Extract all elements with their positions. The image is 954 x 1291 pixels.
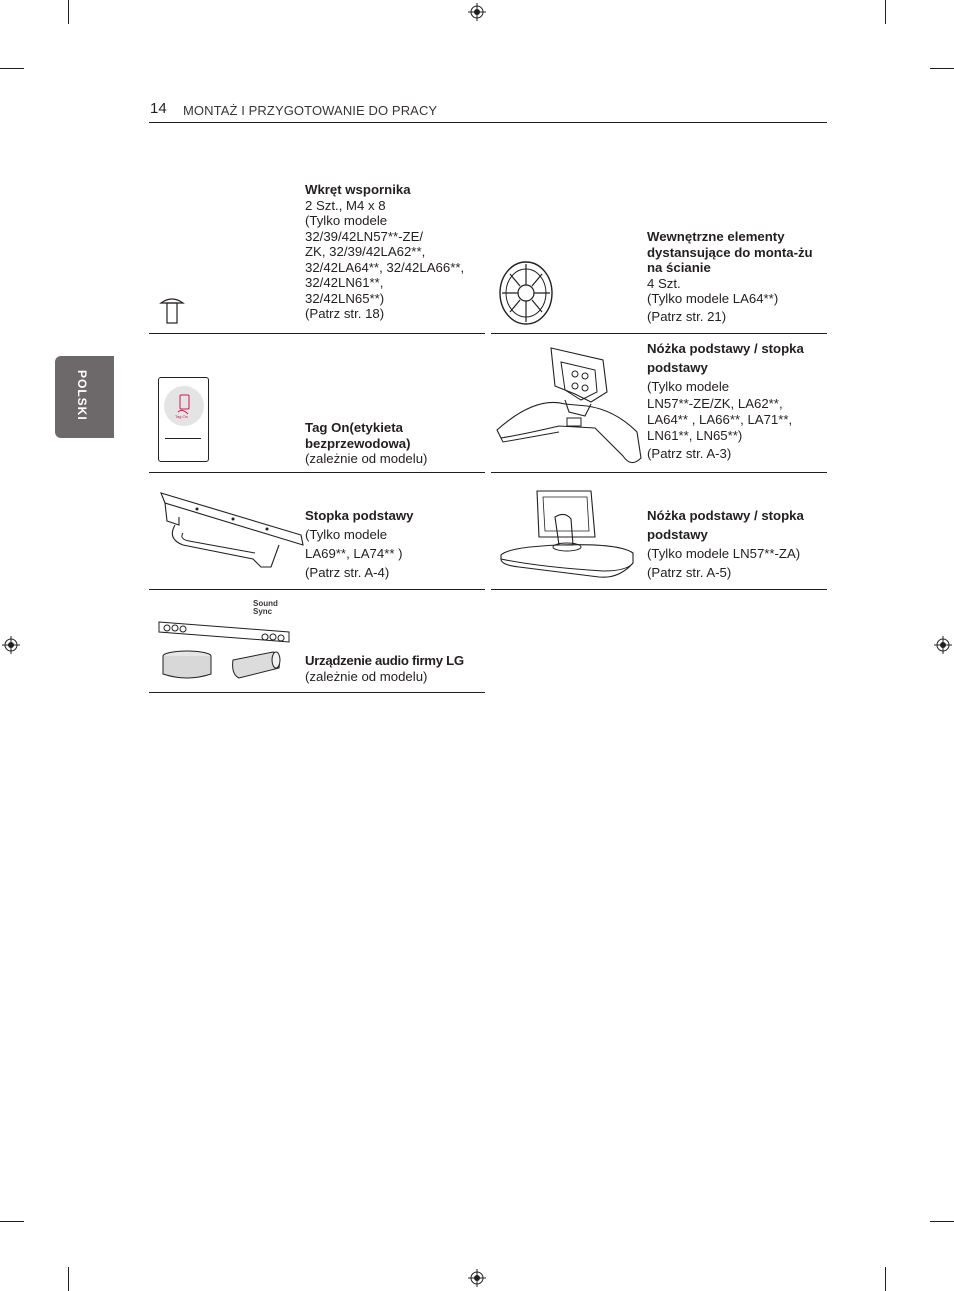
item-detail: (zależnie od modelu)	[305, 451, 428, 466]
page-header	[149, 100, 827, 123]
item-detail: (zależnie od modelu)	[305, 668, 428, 684]
crop-mark	[885, 1267, 886, 1291]
item-detail: (Patrz str. 21)	[647, 308, 727, 324]
screw-icon	[159, 295, 185, 325]
item-detail: (Tylko modele LN57**-ZA)	[647, 546, 801, 561]
stand-neck-base-icon	[495, 342, 645, 468]
item-detail: (Tylko modele LA64**)	[647, 291, 779, 306]
sound-sync-audio-icon	[155, 618, 291, 684]
accessory-item	[491, 170, 827, 334]
item-detail: (Patrz str. A-4)	[305, 565, 390, 580]
item-detail: LA69**, LA74** )	[305, 546, 403, 561]
item-detail: 32/39/42LN57**-ZE/	[305, 228, 424, 244]
registration-mark-icon	[934, 636, 952, 654]
accessory-item	[149, 473, 485, 590]
accessory-item	[149, 590, 485, 693]
crop-mark	[930, 1221, 954, 1222]
item-detail: (Patrz str. 18)	[305, 306, 385, 321]
item-detail: 32/42LA64**, 32/42LA66**,	[305, 259, 465, 275]
item-title: Nóżka podstawy / stopka podstawy	[647, 508, 804, 542]
crop-mark	[930, 68, 954, 69]
tag-on-label: Tag On	[175, 414, 188, 419]
crop-mark	[68, 0, 69, 24]
item-detail: 32/42LN65**)	[305, 290, 385, 306]
language-tab	[55, 356, 114, 438]
item-title: Wkręt wspornika	[305, 182, 411, 197]
item-title: Nóżka podstawy / stopka podstawy	[647, 341, 804, 375]
item-detail: (Tylko modele	[647, 379, 730, 394]
crop-mark	[885, 0, 886, 24]
item-detail: LN61**, LN65**)	[647, 428, 743, 443]
stand-base-icon	[157, 489, 307, 569]
accessory-item	[491, 473, 827, 590]
item-title: Stopka podstawy	[305, 508, 414, 523]
accessory-item	[149, 334, 485, 473]
item-title: Urządzenie audio firmy LG	[305, 653, 464, 668]
spacer-icon	[498, 260, 554, 326]
tag-on-icon	[158, 377, 209, 462]
item-title: Tag On(etykieta bezprzewodowa)	[305, 420, 411, 451]
item-detail: LN57**-ZE/ZK, LA62**,	[647, 396, 783, 411]
registration-mark-icon	[468, 1269, 486, 1287]
item-detail: 4 Szt.	[647, 275, 681, 291]
item-detail: LA64** , LA66**, LA71**,	[647, 412, 793, 427]
stand-neck-round-base-icon	[499, 487, 639, 583]
registration-mark-icon	[468, 3, 486, 21]
crop-mark	[0, 1221, 24, 1222]
page-number: 14	[150, 100, 167, 117]
registration-mark-icon	[2, 636, 20, 654]
sound-sync-logo: Sound Sync	[253, 599, 278, 616]
item-title: Wewnętrzne elementy dystansujące do monta-żu na ścianie	[647, 229, 813, 275]
accessory-item	[491, 334, 827, 473]
item-detail: (Patrz str. A-5)	[647, 565, 732, 580]
item-detail: (Tylko modele	[305, 527, 388, 542]
item-detail: ZK, 32/39/42LA62**,	[305, 244, 426, 259]
item-detail: (Patrz str. A-3)	[647, 446, 732, 461]
section-title: MONTAŻ I PRZYGOTOWANIE DO PRACY	[183, 103, 438, 118]
item-detail: 2 Szt., M4 x 8	[305, 197, 386, 213]
item-detail: (Tylko modele	[305, 213, 388, 228]
item-detail: 32/42LN61**,	[305, 275, 384, 290]
crop-mark	[0, 68, 24, 69]
language-label: POLSKI	[75, 370, 89, 421]
accessory-item	[149, 170, 485, 334]
crop-mark	[68, 1267, 69, 1291]
